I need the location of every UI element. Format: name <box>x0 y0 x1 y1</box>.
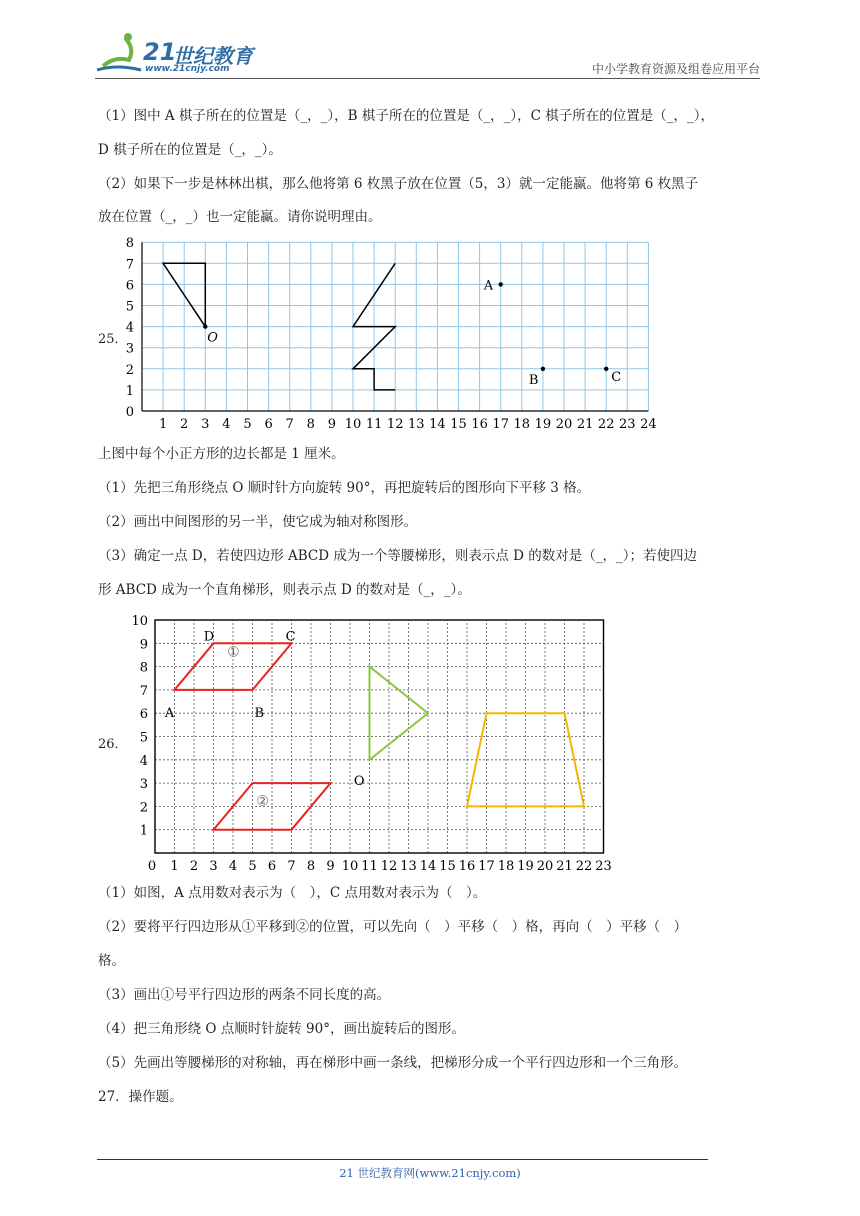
point-o-label: O <box>207 330 218 346</box>
site-name: 中小学教育资源及组卷应用平台 <box>591 62 760 76</box>
x-tick-label: 2 <box>180 417 189 432</box>
q27-title: 27．操作题。 <box>98 1089 183 1105</box>
x-tick-label: 10 <box>344 417 362 432</box>
x-tick-label: 16 <box>458 859 476 874</box>
x-tick-label: 17 <box>492 417 509 432</box>
x-tick-label: 23 <box>619 417 636 432</box>
q26-question4: （4）把三角形绕 O 点顺时针旋转 90°，画出旋转后的图形。 <box>98 1021 465 1037</box>
x-tick-label: 20 <box>555 417 573 432</box>
x-tick-label: 19 <box>534 417 552 432</box>
logo-title: 世纪教育 <box>173 44 253 68</box>
x-tick-label: 22 <box>597 417 615 432</box>
y-tick-label: 8 <box>139 660 148 676</box>
y-tick-label: 3 <box>139 777 148 793</box>
x-tick-label: 3 <box>209 859 218 874</box>
x-tick-label: 14 <box>419 859 437 874</box>
q24-line1: （1）图中 A 棋子所在的位置是（_，_），B 棋子所在的位置是（_，_），C 棋子所在的位置是（_，_）， <box>98 108 715 124</box>
x-tick-label: 15 <box>439 859 456 874</box>
point-c <box>604 367 608 371</box>
x-tick-label: 8 <box>306 417 315 432</box>
y-tick-label: 2 <box>139 800 148 816</box>
label-b: B <box>254 706 265 722</box>
x-tick-label: 21 <box>556 859 573 874</box>
q25-question2: （2）画出中间图形的另一半，使它成为轴对称图形。 <box>98 514 418 530</box>
label-shape-2: ② <box>256 793 269 810</box>
x-tick-label: 1 <box>170 859 179 874</box>
x-tick-label: 5 <box>248 859 257 874</box>
x-tick-label: 7 <box>285 417 294 432</box>
x-tick-label: 21 <box>576 417 594 432</box>
point-c-label: C <box>611 369 622 385</box>
footer-text: 21 世纪教育网(www.21cnjy.com) <box>339 1166 521 1180</box>
x-tick-label: 11 <box>365 417 383 432</box>
x-tick-label: 19 <box>517 859 534 874</box>
q25-note: 上图中每个小正方形的边长都是 1 厘米。 <box>98 446 345 462</box>
x-tick-label: 18 <box>513 417 531 432</box>
q25-grid-figure <box>118 232 658 432</box>
header-divider <box>95 78 760 79</box>
label-d: D <box>203 629 215 645</box>
y-tick-label: 7 <box>125 257 134 273</box>
y-tick-label: 6 <box>139 707 148 723</box>
x-tick-label: 12 <box>380 859 398 874</box>
x-tick-label: 1 <box>158 417 168 432</box>
label-c: C <box>285 629 296 645</box>
x-tick-label: 9 <box>327 417 337 432</box>
label-o: O <box>353 773 365 789</box>
q26-question3: （3）画出①号平行四边形的两条不同长度的高。 <box>98 987 391 1003</box>
q26-question2b: 格。 <box>98 953 125 969</box>
x-tick-label: 24 <box>640 417 657 432</box>
q26-number: 26． <box>98 737 128 752</box>
q25-question3b: 形 ABCD 成为一个直角梯形，则表示点 D 的数对是（_，_）。 <box>98 582 471 598</box>
y-tick-label: 6 <box>125 278 134 294</box>
x-tick-label: 18 <box>497 859 515 874</box>
q24-line3: （2）如果下一步是林林出棋，那么他将第 6 枚黑子放在位置（5，3）就一定能赢。他将第 6 枚黑子 <box>98 176 699 192</box>
footer-divider <box>97 1159 708 1160</box>
x-tick-label: 14 <box>429 417 446 432</box>
x-tick-label: 9 <box>326 859 335 874</box>
y-tick-label: 4 <box>139 753 148 769</box>
x-tick-label: 4 <box>222 417 231 432</box>
x-tick-label: 5 <box>243 417 252 432</box>
x-tick-label: 23 <box>595 859 612 874</box>
y-tick-label: 0 <box>125 405 134 420</box>
x-tick-label: 4 <box>228 859 238 874</box>
y-tick-label: 5 <box>139 730 148 746</box>
point-a <box>499 282 503 286</box>
x-tick-label: 3 <box>201 417 210 432</box>
q25-question3a: （3）确定一点 D，若使四边形 ABCD 成为一个等腰梯形，则表示点 D 的数对是（_，_）；若使四边 <box>98 548 698 564</box>
label-shape-1: ① <box>227 644 240 661</box>
q26-grid-figure <box>128 608 628 876</box>
point-b <box>541 367 545 371</box>
x-tick-label: 11 <box>361 859 378 874</box>
x-tick-label: 15 <box>450 417 467 432</box>
y-tick-label: 5 <box>125 299 134 315</box>
x-tick-label: 12 <box>386 417 404 432</box>
logo-url: www.21cnjy.com <box>145 64 230 74</box>
origin-label: 0 <box>147 859 157 874</box>
q26-question5: （5）先画出等腰梯形的对称轴，再在梯形中画一条线，把梯形分成一个平行四边形和一个三角形。 <box>98 1055 688 1071</box>
point-b-label: B <box>528 372 539 388</box>
y-tick-label: 10 <box>131 614 148 629</box>
label-a: A <box>164 706 175 722</box>
q25-number: 25． <box>98 332 128 347</box>
y-tick-label: 8 <box>125 236 134 252</box>
x-tick-label: 17 <box>478 859 495 874</box>
q24-line4: 放在位置（_，_）也一定能赢。请你说明理由。 <box>98 209 382 225</box>
y-tick-label: 4 <box>125 320 134 336</box>
y-tick-label: 7 <box>139 683 148 699</box>
x-tick-label: 8 <box>306 859 316 874</box>
x-tick-label: 6 <box>264 417 273 432</box>
y-tick-label: 1 <box>125 383 134 399</box>
y-tick-label: 3 <box>125 341 134 357</box>
point-o <box>203 324 207 328</box>
x-tick-label: 6 <box>267 859 277 874</box>
y-tick-label: 1 <box>139 823 148 839</box>
y-tick-label: 9 <box>139 637 148 653</box>
x-tick-label: 20 <box>536 859 554 874</box>
x-tick-label: 13 <box>408 417 425 432</box>
point-a-label: A <box>483 278 494 294</box>
logo-number: 21 <box>143 38 177 66</box>
x-tick-label: 7 <box>287 859 296 874</box>
x-tick-label: 10 <box>341 859 359 874</box>
q26-question2a: （2）要将平行四边形从①平移到②的位置，可以先向（ ）平移（ ）格，再向（ ）平移（ ） <box>98 919 688 935</box>
x-tick-label: 22 <box>575 859 593 874</box>
x-tick-label: 13 <box>400 859 417 874</box>
runner-logo-icon <box>95 30 145 76</box>
y-tick-label: 2 <box>125 362 134 378</box>
x-tick-label: 16 <box>471 417 488 432</box>
q25-question1: （1）先把三角形绕点 O 顺时针方向旋转 90°，再把旋转后的图形向下平移 3 格。 <box>98 480 591 496</box>
x-tick-label: 2 <box>189 859 199 874</box>
q24-line2: D 棋子所在的位置是（_，_）。 <box>98 142 282 158</box>
q26-question1: （1）如图，A 点用数对表示为（ ），C 点用数对表示为（ ）。 <box>98 885 487 901</box>
